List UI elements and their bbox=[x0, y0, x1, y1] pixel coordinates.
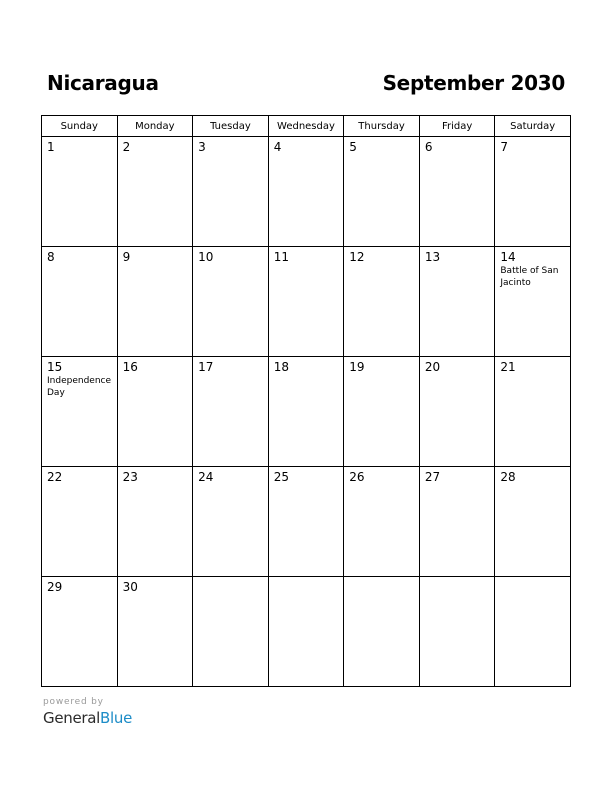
day-number: 4 bbox=[273, 140, 282, 154]
day-number: 24 bbox=[198, 470, 214, 484]
brand-logo[interactable] bbox=[43, 709, 163, 727]
day-cell bbox=[117, 577, 193, 687]
day-cell bbox=[42, 137, 118, 247]
week-row bbox=[42, 577, 571, 687]
day-cell bbox=[193, 577, 269, 687]
day-number: 9 bbox=[122, 250, 131, 264]
day-number: 12 bbox=[349, 250, 365, 264]
day-number: 10 bbox=[198, 250, 214, 264]
footer-branding bbox=[43, 697, 163, 727]
day-cell bbox=[344, 577, 420, 687]
day-number: 8 bbox=[47, 250, 55, 264]
day-cell bbox=[419, 247, 495, 357]
day-number: 29 bbox=[47, 580, 63, 594]
holiday-label: Independence Day bbox=[47, 376, 112, 398]
day-cell bbox=[419, 357, 495, 467]
day-cell bbox=[344, 137, 420, 247]
calendar-grid bbox=[41, 115, 571, 687]
day-cell bbox=[268, 357, 344, 467]
day-cell bbox=[193, 247, 269, 357]
brand-logo-part1: General bbox=[43, 709, 101, 727]
day-cell bbox=[42, 247, 118, 357]
day-number: 5 bbox=[349, 140, 357, 154]
week-row bbox=[42, 357, 571, 467]
day-number: 14 bbox=[500, 250, 516, 264]
day-number: 27 bbox=[424, 470, 441, 484]
weekday-header-row bbox=[42, 116, 571, 137]
day-cell bbox=[117, 357, 193, 467]
day-number: 22 bbox=[47, 470, 63, 484]
day-cell bbox=[268, 577, 344, 687]
week-row bbox=[42, 247, 571, 357]
day-cell bbox=[344, 467, 420, 577]
country-title: Nicaragua bbox=[47, 71, 159, 95]
day-number: 26 bbox=[349, 470, 365, 484]
day-number: 2 bbox=[122, 140, 131, 154]
weekday-wednesday: Wednesday bbox=[268, 116, 344, 137]
week-row bbox=[42, 137, 571, 247]
day-number: 18 bbox=[273, 360, 289, 374]
calendar-header bbox=[41, 70, 571, 100]
weekday-friday: Friday bbox=[419, 116, 495, 137]
month-year-title: September 2030 bbox=[382, 71, 565, 95]
day-cell bbox=[495, 357, 571, 467]
day-cell bbox=[495, 467, 571, 577]
day-number: 25 bbox=[273, 470, 289, 484]
day-number: 13 bbox=[424, 250, 441, 264]
day-cell bbox=[117, 247, 193, 357]
day-cell bbox=[42, 467, 118, 577]
day-cell bbox=[268, 467, 344, 577]
day-number: 17 bbox=[198, 360, 214, 374]
day-cell bbox=[495, 247, 571, 357]
day-cell bbox=[193, 137, 269, 247]
day-cell bbox=[495, 577, 571, 687]
day-number: 15 bbox=[47, 360, 63, 374]
day-number: 30 bbox=[122, 580, 138, 594]
day-number: 1 bbox=[47, 140, 55, 154]
week-row bbox=[42, 467, 571, 577]
day-cell bbox=[495, 137, 571, 247]
day-cell bbox=[193, 357, 269, 467]
day-cell bbox=[193, 467, 269, 577]
day-cell bbox=[42, 577, 118, 687]
day-number: 21 bbox=[500, 360, 516, 374]
day-cell bbox=[268, 137, 344, 247]
day-cell bbox=[344, 247, 420, 357]
day-cell bbox=[419, 467, 495, 577]
day-cell bbox=[268, 247, 344, 357]
weekday-tuesday: Tuesday bbox=[193, 116, 269, 137]
day-number: 19 bbox=[349, 360, 365, 374]
day-cell bbox=[117, 467, 193, 577]
day-number: 28 bbox=[500, 470, 516, 484]
weekday-monday: Monday bbox=[117, 116, 193, 137]
day-number: 23 bbox=[122, 470, 138, 484]
day-cell bbox=[117, 137, 193, 247]
day-number: 20 bbox=[424, 360, 441, 374]
day-number: 3 bbox=[198, 140, 206, 154]
powered-by-label: powered by bbox=[43, 697, 104, 707]
day-number: 6 bbox=[424, 140, 433, 154]
weekday-thursday: Thursday bbox=[344, 116, 420, 137]
holiday-label: Battle of San Jacinto bbox=[500, 266, 559, 288]
weekday-saturday: Saturday bbox=[495, 116, 571, 137]
day-cell bbox=[419, 137, 495, 247]
day-cell bbox=[42, 357, 118, 467]
weekday-sunday: Sunday bbox=[42, 116, 118, 137]
day-cell bbox=[419, 577, 495, 687]
calendar-body bbox=[42, 137, 571, 687]
day-number: 16 bbox=[122, 360, 138, 374]
day-number: 11 bbox=[273, 250, 289, 264]
day-cell bbox=[344, 357, 420, 467]
brand-logo-part2: Blue bbox=[100, 709, 133, 727]
day-number: 7 bbox=[500, 140, 509, 154]
